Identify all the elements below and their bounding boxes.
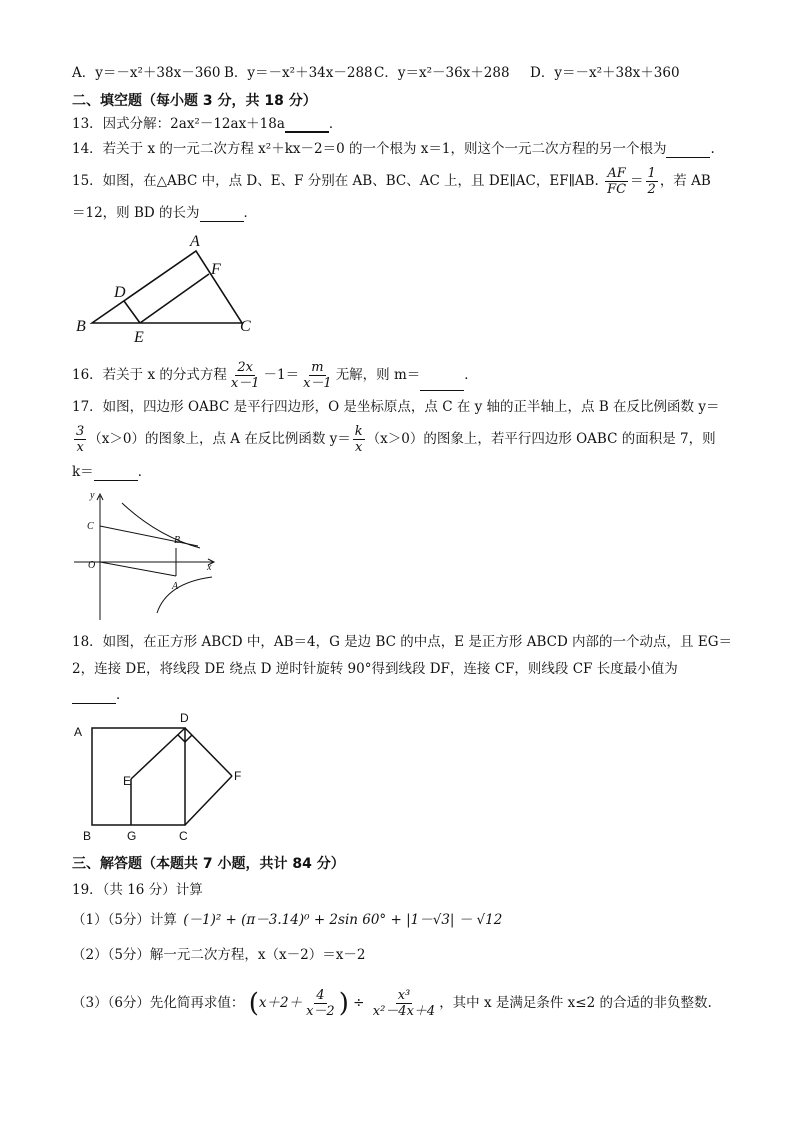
segment-de bbox=[124, 301, 140, 323]
question-17-line2: $\frac{3}{x}$ （x＞0）的图象上，点 A 在反比例函数 y＝ $\frac{k}{x}$ （x＞0）的图象上，若平行四边形 OABC 的面积是 7，则 bbox=[76, 424, 716, 455]
section-title-fill-in: 二、填空题（每小题 3 分，共 18 分） bbox=[72, 93, 317, 109]
fraction-3-x: $\frac{3}{x}$ bbox=[76, 424, 85, 455]
segment-fc bbox=[185, 776, 232, 825]
label-d: D bbox=[180, 711, 189, 725]
paren-open: ( bbox=[248, 988, 259, 1019]
fraction-x3: $\frac{\text{x³}}{\text{x²－4x＋4}}$ bbox=[372, 988, 436, 1019]
question-17-line1: 17．如图，四边形 OABC 是平行四边形，O 是坐标原点，点 C 在 y 轴的正半轴上，点 B 在反比例函数 y＝ bbox=[72, 399, 720, 415]
question-19-title: 19．（共 16 分）计算 bbox=[72, 882, 203, 898]
question-16-text: 16．若关于 x 的分式方程 bbox=[72, 367, 227, 383]
question-15-line1: 15．如图，在△ABC 中，点 D、E、F 分别在 AB、BC、AC 上，且 DE∥AC，EF∥AB. $\frac{AF}{FC}$ ＝ $\frac{1}{2}$ ，若 AB bbox=[72, 166, 711, 197]
question-16-text-tail: 无解，则 m＝ bbox=[335, 367, 421, 383]
question-16: 16．若关于 x 的分式方程 $\frac{2x}{x-1}$ －1＝ $\frac{m}{x-1}$ 无解，则 m＝ ． bbox=[72, 360, 478, 391]
answer-blank[interactable] bbox=[285, 117, 329, 133]
question-14: 14．若关于 x 的一元二次方程 x²＋kx－2＝0 的一个根为 x＝1，则这个一元二次方程的另一个根为 . bbox=[72, 141, 715, 157]
square-figure bbox=[72, 708, 252, 848]
label-a: A bbox=[74, 725, 83, 739]
question-18-line3: ． bbox=[72, 686, 130, 704]
fraction-af-fc: $\frac{AF}{FC}$ bbox=[607, 166, 627, 197]
question-19-part3-tail: ，其中 x 是满足条件 x≤2 的合适的非负整数. bbox=[439, 995, 712, 1011]
question-13-text: 13．因式分解：2ax²－12ax＋18a bbox=[72, 116, 285, 132]
label-g: G bbox=[127, 829, 137, 843]
fraction-m: $\frac{m}{x-1}$ bbox=[303, 360, 332, 391]
answer-blank[interactable] bbox=[200, 207, 244, 222]
coordinate-figure bbox=[72, 488, 232, 628]
segment-oa bbox=[100, 562, 176, 576]
answer-blank[interactable] bbox=[94, 466, 138, 481]
label-b: B bbox=[83, 829, 92, 843]
question-15-line2: ＝12，则 BD 的长为 ． bbox=[72, 205, 258, 221]
option-b: B．y＝－x²＋34x－288 bbox=[224, 65, 373, 81]
label-f: F bbox=[234, 769, 242, 783]
fraction-k-x: $\frac{k}{x}$ bbox=[354, 424, 363, 455]
question-14-text: 14．若关于 x 的一元二次方程 x²＋kx－2＝0 的一个根为 x＝1，则这个一元二次方程的另一个根为 bbox=[72, 141, 667, 157]
label-a: A bbox=[172, 581, 179, 592]
question-19-part2: （2）（5分）解一元二次方程，x（x－2）＝x－2 bbox=[72, 947, 366, 963]
curve-y-k-over-x bbox=[157, 577, 212, 613]
label-x: x bbox=[207, 562, 212, 573]
paren-close: ) bbox=[338, 988, 349, 1019]
segment-de bbox=[131, 728, 185, 779]
label-y: y bbox=[90, 490, 95, 501]
answer-blank[interactable] bbox=[72, 689, 116, 704]
label-o: O bbox=[88, 560, 96, 571]
question-15-text: 15．如图，在△ABC 中，点 D、E、F 分别在 AB、BC、AC 上，且 DE∥AC，EF∥AB. bbox=[72, 173, 599, 189]
option-a: A．y＝－x²＋38x－360 bbox=[72, 65, 221, 81]
label-c: C bbox=[240, 318, 251, 335]
label-c: C bbox=[179, 829, 188, 843]
segment-cb bbox=[100, 526, 198, 546]
question-17-line3: k＝ ． bbox=[72, 464, 152, 480]
triangle-figure bbox=[72, 228, 272, 348]
question-13: 13．因式分解：2ax²－12ax＋18a ． bbox=[72, 116, 343, 132]
label-e: E bbox=[134, 329, 144, 346]
label-e: E bbox=[123, 774, 132, 788]
segment-ef bbox=[140, 274, 209, 323]
fraction-4-over-x-2: $\frac{4}{x-2}$ bbox=[306, 988, 335, 1019]
label-c: C bbox=[87, 521, 94, 532]
question-15-text-tail: ，若 AB bbox=[659, 173, 711, 189]
label-a: A bbox=[190, 233, 200, 250]
question-18-line2: 2，连接 DE，将线段 DE 绕点 D 逆时针旋转 90°得到线段 DF，连接 CF，则线段 CF 长度最小值为 bbox=[72, 661, 678, 677]
question-19-part3: （3）（6分）先化简再求值： (x＋2＋ $\frac{4}{x-2}$ ) ÷ $\frac{\text{x³}}{\text{x²－4x＋4}}$ ，其中 x 是满足条件 x≤2 的合适的非负整数. bbox=[72, 988, 712, 1019]
question-19-part1: （1）（5分）计算 (－1)² + (π－3.14)⁰ + 2sin 60° + |1－√3| － √12 bbox=[72, 912, 503, 928]
answer-blank[interactable] bbox=[420, 376, 464, 391]
section-title-solutions: 三、解答题（本题共 7 小题，共计 84 分） bbox=[72, 856, 345, 872]
fraction-half: $\frac{1}{2}$ bbox=[647, 166, 656, 197]
expression-part1: (－1)² + (π－3.14)⁰ + 2sin 60° + |1－√3| － √12 bbox=[183, 912, 503, 928]
label-b: B bbox=[76, 318, 86, 335]
option-c: C．y＝x²－36x＋288 bbox=[374, 65, 510, 81]
square-abcd bbox=[92, 728, 185, 825]
option-d: D．y＝－x²＋38x＋360 bbox=[530, 65, 680, 81]
answer-blank[interactable] bbox=[666, 143, 710, 158]
label-f: F bbox=[211, 261, 221, 278]
label-b: B bbox=[174, 535, 181, 546]
curve-y-3-over-x bbox=[122, 503, 200, 548]
label-d: D bbox=[114, 284, 126, 301]
question-18-line1: 18．如图，在正方形 ABCD 中，AB＝4，G 是边 BC 的中点，E 是正方形 ABCD 内部的一个动点，且 EG＝ bbox=[72, 634, 732, 650]
fraction-2x: $\frac{2x}{x-1}$ bbox=[230, 360, 260, 391]
